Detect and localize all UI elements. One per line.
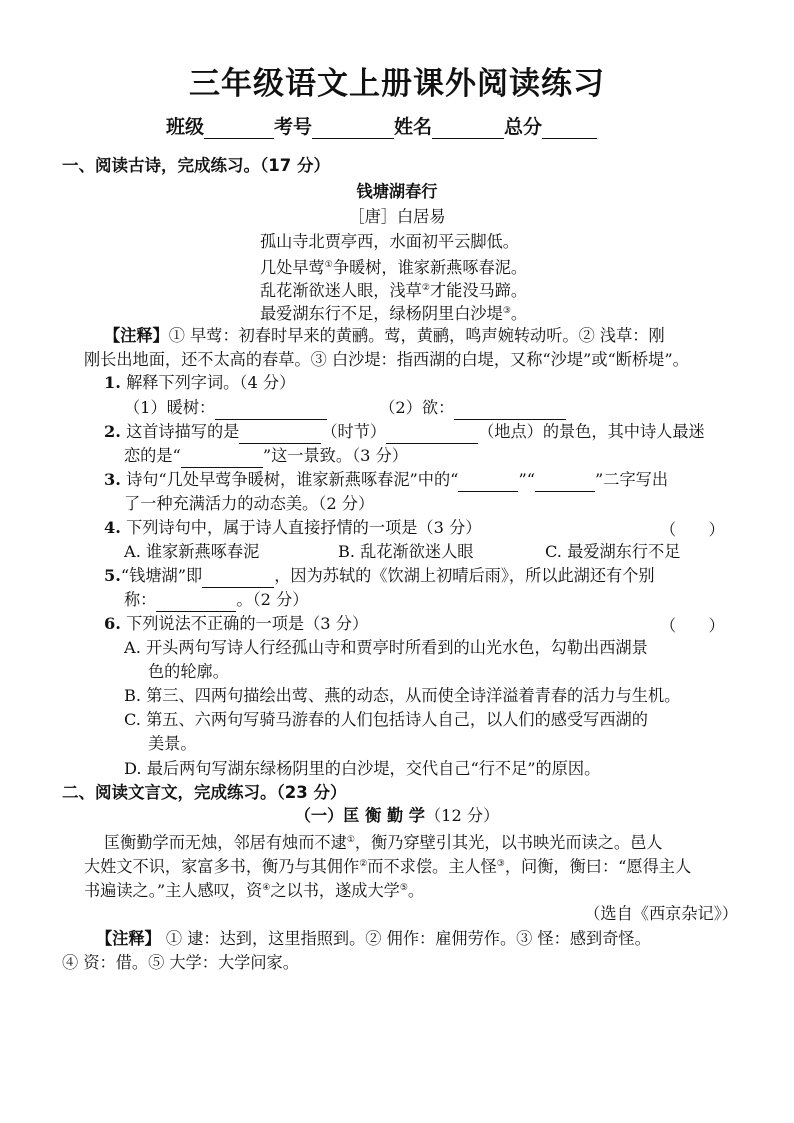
poem-notes-line-2: 刚长出地面，还不太高的春草。③ 白沙堤：指西湖的白堤，又称“沙堤”或“断桥堤”。 xyxy=(84,350,689,369)
poem-line-1: 孤山寺北贾亭西，水面初平云脚低。 xyxy=(260,232,519,251)
passage-line-2: 大姓文不识，家富多书，衡乃与其佣作②而不求偿。主人怪③，问衡，衡曰：“愿得主人 xyxy=(84,857,692,876)
name-field[interactable] xyxy=(432,118,504,139)
question-6: 6. 下列说法不正确的一项是（3 分） xyxy=(104,614,369,633)
question-4: 4. 下列诗句中，属于诗人直接抒情的一项是（3 分） xyxy=(104,518,482,537)
answer-blank[interactable] xyxy=(458,471,518,492)
score-label: 总分 xyxy=(504,116,543,138)
section2-heading: 二、阅读文言文，完成练习。（23 分） xyxy=(62,783,347,802)
answer-blank[interactable] xyxy=(239,423,321,444)
note-mark: ① xyxy=(324,260,333,270)
student-info-line xyxy=(166,112,646,139)
answer-blank[interactable] xyxy=(535,471,595,492)
name-label: 姓名 xyxy=(394,116,433,138)
page-title: 三年级语文上册课外阅读练习 xyxy=(189,66,605,102)
note-mark: ⑤ xyxy=(399,883,408,893)
q4-option-b[interactable]: B. 乱花渐欲迷人眼 xyxy=(338,542,474,561)
poem-line-4: 最爱湖东行不足，绿杨阴里白沙堤③。 xyxy=(260,304,528,323)
question-3: 3. 诗句“几处早莺争暖树，谁家新燕啄春泥”中的“ ”“ ”二字写出 xyxy=(104,468,668,492)
answer-bracket[interactable]: （ ） xyxy=(660,616,725,635)
answer-bracket[interactable]: （ ） xyxy=(660,520,725,539)
passage-title: （一）匡 衡 勤 学（12 分） xyxy=(294,806,500,825)
q6-option-c-cont: 美景。 xyxy=(148,734,197,753)
note-mark: ③ xyxy=(496,859,505,869)
q4-option-a[interactable]: A. 谁家新燕啄春泥 xyxy=(124,542,260,561)
note-mark: ② xyxy=(421,283,430,293)
answer-blank[interactable] xyxy=(386,423,478,444)
exam-no-field[interactable] xyxy=(312,118,394,139)
question-2: 2. 这首诗描写的是 （时节） （地点）的景色，其中诗人最迷 xyxy=(104,420,705,444)
passage-source: （选自《西京杂记》） xyxy=(584,904,738,923)
poem-title: 钱塘湖春行 xyxy=(356,182,438,201)
question-1: 1. 解释下列字词。（4 分） xyxy=(104,373,296,392)
note-mark: ② xyxy=(359,859,368,869)
passage-notes-line-2: ④ 资：借。⑤ 大学：大学问家。 xyxy=(62,953,299,972)
class-field[interactable] xyxy=(204,118,274,139)
q6-option-a-cont: 色的轮廓。 xyxy=(148,662,229,681)
q6-option-b[interactable]: B. 第三、四两句描绘出莺、燕的动态，从而使全诗洋溢着青春的活力与生机。 xyxy=(124,686,681,705)
question-3-cont: 了一种充满活力的动态美。（2 分） xyxy=(124,494,375,513)
note-mark: ① xyxy=(346,835,355,845)
answer-blank[interactable] xyxy=(156,591,236,612)
passage-notes-line-1: 【注释】 ① 逮：达到，这里指照到。② 佣作：雇佣劳作。③ 怪：感到奇怪。 xyxy=(96,929,651,948)
q6-option-c[interactable]: C. 第五、六两句写骑马游春的人们包括诗人自己，以人们的感受写西湖的 xyxy=(124,710,648,729)
q6-option-a[interactable]: A. 开头两句写诗人行经孤山寺和贾亭时所看到的山光水色，勾勒出西湖景 xyxy=(124,638,648,657)
score-field[interactable] xyxy=(542,118,597,139)
poem-notes-line-1: 【注释】① 早莺：初春时早来的黄鹂。莺，黄鹂，鸣声婉转动听。② 浅草：刚 xyxy=(104,326,665,345)
answer-blank[interactable] xyxy=(181,447,263,468)
q6-option-d[interactable]: D. 最后两句写湖东绿杨阴里的白沙堤，交代自己“行不足”的原因。 xyxy=(124,759,601,778)
passage-line-3: 书遍读之。”主人感叹，资④之以书，遂成大学⑤。 xyxy=(84,881,425,900)
question-2-cont: 恋的是“ ”这一景致。（3 分） xyxy=(124,444,408,468)
answer-blank[interactable] xyxy=(202,567,274,588)
notes-label: 【注释】 xyxy=(104,326,169,345)
poem-line-2: 几处早莺①争暖树，谁家新燕啄春泥。 xyxy=(260,258,528,277)
class-label: 班级 xyxy=(166,116,205,138)
q4-option-c[interactable]: C. 最爱湖东行不足 xyxy=(545,542,681,561)
poem-line-3: 乱花渐欲迷人眼，浅草②才能没马蹄。 xyxy=(260,281,528,300)
answer-blank[interactable] xyxy=(454,399,566,420)
question-5-cont: 称： 。（2 分） xyxy=(124,588,308,612)
passage-line-1: 匡衡勤学而无烛，邻居有烛而不逮①，衡乃穿壁引其光，以书映光而读之。邑人 xyxy=(104,833,663,852)
answer-blank[interactable] xyxy=(215,399,327,420)
notes-label: 【注释】 xyxy=(96,929,161,948)
note-mark: ③ xyxy=(502,306,511,316)
question-1-blanks: （1）暖树： （2）欲： xyxy=(124,396,566,420)
question-5: 5.“钱塘湖”即 ，因为苏轼的《饮湖上初晴后雨》，所以此湖还有个别 xyxy=(104,564,655,588)
poem-author: ［唐］白居易 xyxy=(348,207,446,226)
exam-no-label: 考号 xyxy=(274,116,313,138)
section1-heading: 一、阅读古诗，完成练习。（17 分） xyxy=(62,156,330,175)
note-mark: ④ xyxy=(262,883,271,893)
